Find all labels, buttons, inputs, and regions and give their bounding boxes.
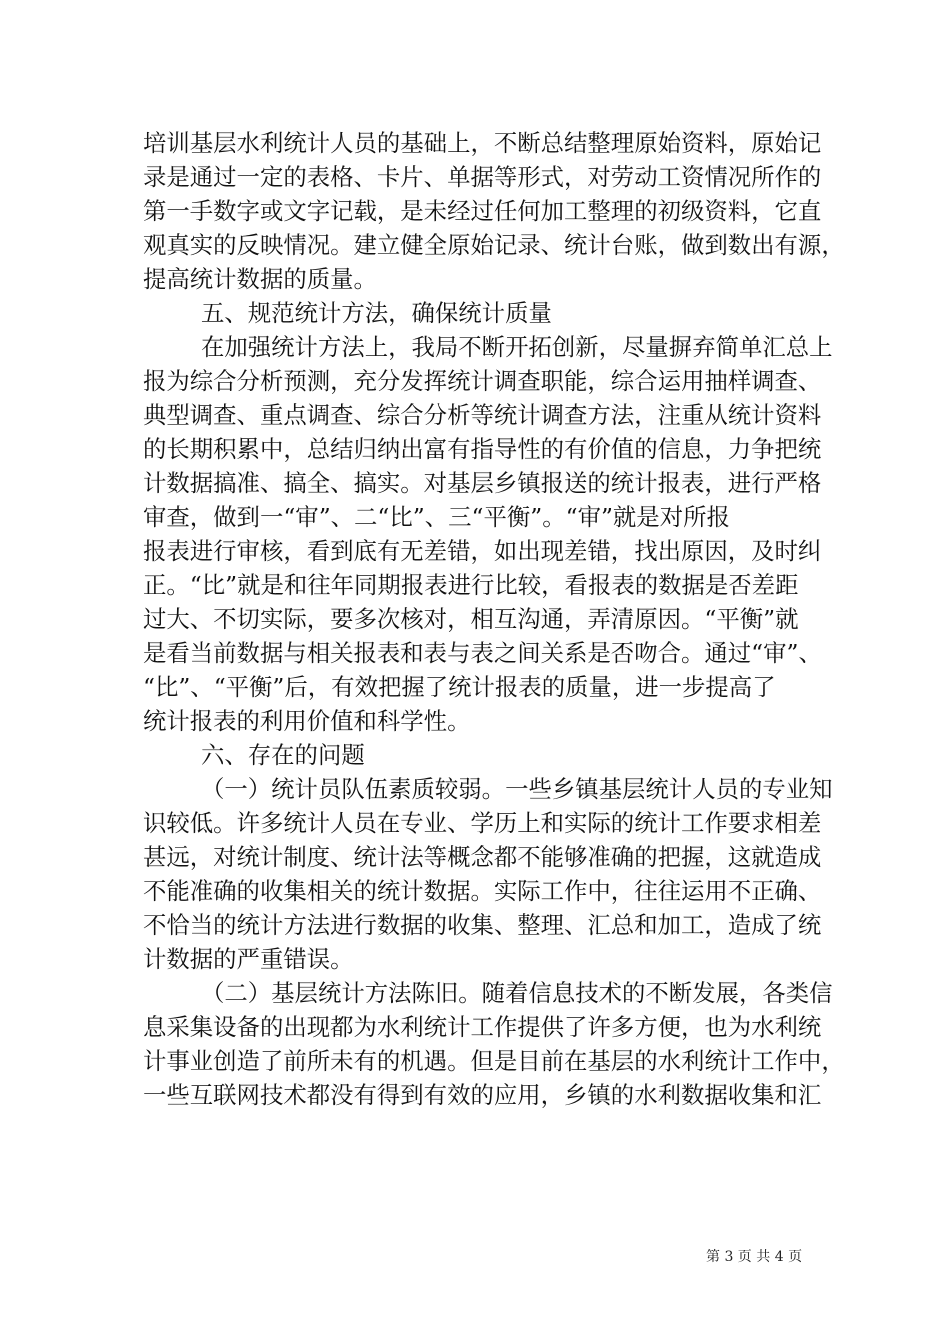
text-line: 提高统计数据的质量。 bbox=[143, 265, 377, 293]
text-line: 是看当前数据与相关报表和表与表之间关系是否吻合。通过“审”、 bbox=[143, 639, 822, 667]
text-line: 计数据的严重错误。 bbox=[143, 945, 354, 973]
text-line: 第一手数字或文字记载，是未经过任何加工整理的初级资料，它直 bbox=[143, 197, 822, 225]
text-line: 培训基层水利统计人员的基础上，不断总结整理原始资料，原始记 bbox=[143, 129, 822, 157]
text-line: 观真实的反映情况。建立健全原始记录、统计台账，做到数出有源， bbox=[143, 231, 845, 259]
text-line: 录是通过一定的表格、卡片、单据等形式，对劳动工资情况所作的 bbox=[143, 163, 822, 191]
text-line: 审查，做到一“审”、二“比”、三“平衡”。“审”就是对所报 bbox=[143, 503, 730, 531]
text-line: 六、存在的问题 bbox=[201, 741, 365, 769]
text-line: 不能准确的收集相关的统计数据。实际工作中，往往运用不正确、 bbox=[143, 877, 822, 905]
text-line: 计事业创造了前所未有的机遇。但是目前在基层的水利统计工作中， bbox=[143, 1047, 845, 1075]
text-line: （二）基层统计方法陈旧。随着信息技术的不断发展，各类信 bbox=[201, 979, 833, 1007]
text-line: “比”、“平衡”后，有效把握了统计报表的质量，进一步提高了 bbox=[143, 673, 776, 701]
text-line: 不恰当的统计方法进行数据的收集、整理、汇总和加工，造成了统 bbox=[143, 911, 822, 939]
text-line: 统计报表的利用价值和科学性。 bbox=[143, 707, 471, 735]
text-line: 报表进行审核，看到底有无差错，如出现差错，找出原因，及时纠 bbox=[143, 537, 822, 565]
text-line: 报为综合分析预测，充分发挥统计调查职能，综合运用抽样调查、 bbox=[143, 367, 822, 395]
text-line: 五、规范统计方法，确保统计质量 bbox=[201, 299, 552, 327]
document-body bbox=[143, 126, 845, 1112]
text-line: （一）统计员队伍素质较弱。一些乡镇基层统计人员的专业知 bbox=[201, 775, 833, 803]
text-line: 正。“比”就是和往年同期报表进行比较，看报表的数据是否差距 bbox=[143, 571, 799, 599]
text-line: 在加强统计方法上，我局不断开拓创新，尽量摒弃简单汇总上 bbox=[201, 333, 833, 361]
page-number: 第 3 页 共 4 页 bbox=[706, 1249, 803, 1265]
text-line: 一些互联网技术都没有得到有效的应用，乡镇的水利数据收集和汇 bbox=[143, 1081, 822, 1109]
text-line: 的长期积累中，总结归纳出富有指导性的有价值的信息，力争把统 bbox=[143, 435, 822, 463]
text-line: 典型调查、重点调查、综合分析等统计调查方法，注重从统计资料 bbox=[143, 401, 822, 429]
text-line: 计数据搞准、搞全、搞实。对基层乡镇报送的统计报表，进行严格 bbox=[143, 469, 822, 497]
text-line: 息采集设备的出现都为水利统计工作提供了许多方便，也为水利统 bbox=[143, 1013, 822, 1041]
text-line: 甚远，对统计制度、统计法等概念都不能够准确的把握，这就造成 bbox=[143, 843, 822, 871]
text-line: 识较低。许多统计人员在专业、学历上和实际的统计工作要求相差 bbox=[143, 809, 822, 837]
text-line: 过大、不切实际，要多次核对，相互沟通，弄清原因。“平衡”就 bbox=[143, 605, 799, 633]
